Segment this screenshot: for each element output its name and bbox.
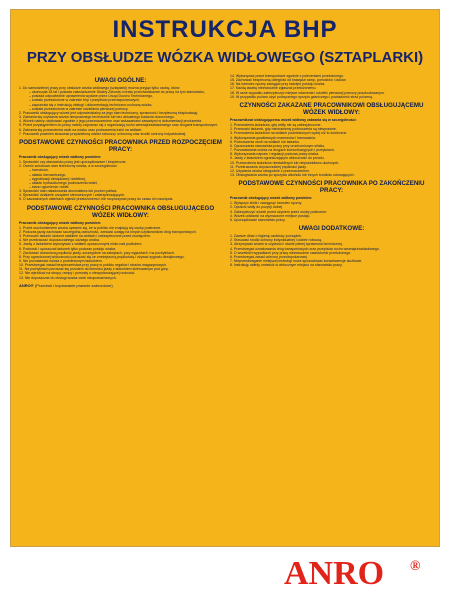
after-work-list [230,201,433,222]
list-item: 8. Wykonywania napraw i regulacji podczas pracy wózka. [230,152,320,157]
list-item: 1. Do samodzielnej pracy przy obsłudze wózka widłowego (sztaplarki) można przyjąć tylko osobę, która: [19,86,181,90]
section-heading: PODSTAWOWE CZYNNOŚCI PRACOWNIKA OBSŁUGUJĄCEGO WÓZEK WIDŁOWY: [26,204,215,219]
list-item: 6. Przestrzegać zasad ochrony przeciwpożarowej. [230,254,308,259]
list-item: – układu hydraulicznego podnoszenia wideł, [29,180,98,185]
list-item: 9. Nie pozostawiać wózka z podniesionym ładunkiem. [19,259,103,263]
section-intro: Pracownikowi obsługującemu wózek widłowy zabrania się w szczególności: [230,117,357,122]
list-item: 3. Przewożenia ładunków na widłach podniesionych wyżej niż to konieczne. [230,131,348,136]
section-intro: Pracownik obsługujący wózek widłowy powinien: [19,154,102,159]
list-item: 6. Podnosić i opuszczać ładunek tylko podczas postoju wózka. [19,246,117,251]
footer-copyright-note: (Przedruk i kopiowanie prawnie zabronione) [34,282,113,288]
list-item: 12. Używania wózka niezgodnie z przeznaczeniem. [230,168,310,173]
list-item: – została przeszkolona w zakresie udzielania pierwszej pomocy. [29,106,129,111]
list-item: – zostało przeszkolone w zakresie bhp i przepisów przeciwpożarowych, [29,98,140,103]
list-item: 16. Na hamulec ręczny zaciągać przy każdym postoju wózka. [230,82,326,87]
section-heading: UWAGI DODATKOWE: [298,225,365,233]
section-heading: UWAGI OGÓLNE: [94,77,147,84]
additional-notes-list [230,234,433,267]
list-item: 3. Zabezpieczyć wózek przed użyciem przez osoby postronne. [230,209,328,214]
list-item: 8. Instrukcję należy umieścić w widocznym miejscu na stanowisku pracy. [230,263,343,268]
list-item: 1. Przewożenia ładunków, gdy widły nie są zabezpieczone. [230,123,322,128]
list-item: 2. Pracownik obsługujący wózek jest odpowiedzialny za jego stan techniczny, sprawność i bezpieczną eksploatację. [19,110,199,115]
list-item: 1. Wyłączyć silnik i zaciągnąć hamulec ręczny. [230,201,303,206]
continued-list [230,74,433,99]
list-item: 5. Przed przystąpieniem do pracy należy zapoznać się z organizacją ruchu wewnątrzzakładowego oraz drogami transportowymi. [19,123,219,128]
section-intro: Pracownik obsługujący wózek widłowy powinien: [230,196,313,201]
list-item: 6. Opuszczania stanowiska pracy przy uruchomionym silniku. [230,143,326,148]
list-item: 12. Nie wjeżdżać na stropy, rampy i pomosty o niewystarczającej nośności. [19,271,136,276]
list-item: 11. Przekraczania dopuszczalnej prędkości jazdy. [230,164,307,169]
logo-text: ANRO [284,555,385,588]
section-heading: PODSTAWOWE CZYNNOŚCI PRACOWNIKA PRZED ROZPOCZĘCIEM PRACY: [19,138,222,153]
list-item: – posiada odpowiednie uprawnienia wydane przez Urząd Dozoru Technicznego, [29,94,154,99]
left-column [19,74,222,542]
list-item: 13. Obsługiwania wózka po spożyciu alkoholu lub innych środków odurzających. [230,172,355,177]
list-item: 9. Jazdy z ładunkiem ograniczającym widoczność do przodu. [230,156,325,161]
list-item: 4. Sprawdzić działanie urządzeń sterowniczych i zabezpieczających. [19,193,126,198]
list-item: 7. Pracownik powinien stosować przydzieloną odzież roboczą i ochronną oraz środki ochrony indywidualnej. [19,131,187,136]
footer-brand: ANRO® [19,282,34,288]
safety-instruction-sign [10,9,440,547]
list-item: 10. Przestrzegać zasad bezpieczeństwa przy pracy w pobliżu regałów i stosów magazynowych. [19,263,168,268]
list-item: 3. Zabrania się używania wózka niesprawnego technicznie lub bez aktualnego badania dozorowego. [19,115,175,120]
list-item: 15. Zachować bezpieczną odległość od krawędzi ramp, pomostów i doków. [230,78,347,83]
list-item: 2. Opuścić widły do pozycji dolnej. [230,205,284,210]
list-item: – sygnalizacji dźwiękowej i świetlnej, [29,176,86,181]
list-item: 11. Na pochylniach poruszać się przodem do kierunku jazdy z ładunkiem skierowanym pod górę. [19,267,169,272]
list-item: 4. Wykonywania gwałtownych manewrów i hamowania. [230,135,316,140]
list-item: 7. Pozostawiania wózka na drogach komunikacyjnych i przejściach. [230,148,335,153]
list-item: 18. W razie wypadku zabezpieczyć miejsce zdarzenia i udzielić pierwszej pomocy poszkodowanym. [230,90,385,95]
right-column [230,74,433,542]
list-item: – stanu ogumienia i wideł. [29,184,70,189]
list-item: 4. Wózek odstawić na wyznaczone miejsce postoju. [230,213,311,218]
list-item: 4. Wózek należy użytkować zgodnie z jego przeznaczeniem oraz wskazaniami zawartymi w dokumentacji producenta. [19,119,203,124]
list-item: 2. Stosować środki ochrony indywidualnej i odzież roboczą. [230,238,323,243]
list-item: 1. Przed uruchomieniem wózka upewnić się, że w pobliżu nie znajdują się osoby postronne. [19,225,162,230]
list-item: 7. Zachować dozwoloną prędkość jazdy, szczególnie na zakrętach, przy wyjazdach i na pochylniach. [19,250,175,255]
list-item: – zapoznała się z instrukcją obsługi i dokumentacją techniczno-ruchową wózka, [29,102,153,107]
list-item: 1. Sprawdzić czy stanowisko pracy jest uporządkowane i bezpieczne. [19,160,127,165]
list-item: 13. Nie dopuszczać do obsługi wózka osób nieupoważnionych. [19,275,117,280]
list-item: 3. Sprawdzić stan naładowania akumulatora lub poziom paliwa. [19,189,118,194]
anro-logo [282,554,432,588]
list-item: 5. Jazdę z ładunkiem wykonywać z widłami opuszczonymi nisko nad podłożem. [19,242,143,247]
sign-title: INSTRUKCJA BHP [112,16,338,43]
registered-mark: ® [410,559,421,574]
list-item: 3. Przewozić ładunki ułożone stabilnie na widłach i zabezpieczone przed zsunięciem. [19,234,151,239]
list-item: 5. Podnoszenia osób na widłach lub ładunku. [230,139,301,144]
general-notes-list [19,86,222,136]
list-item: 14. Wykonywać prace transportowe zgodnie z poleceniami przełożonego. [230,74,344,78]
during-work-list [19,226,222,280]
list-item: 2. Ocenić wzrokowo stan techniczny wózka, a w szczególności: [19,164,118,169]
section-heading: PODSTAWOWE CZYNNOŚCI PRACOWNIKA PO ZAKOŃCZENIU PRACY: [238,180,425,195]
list-item: – ukończyła 18 lat i posiada zaświadczenie Służby Zdrowia o braku przeciwwskazań do pracy na tym stanowisku, [29,90,205,95]
anro-logo-mark [282,554,432,588]
list-item: 7. Nieprzestrzeganie niniejszej instrukcji może spowodować konsekwencje służbowe. [230,259,363,263]
sign-footer [19,284,222,288]
list-item: 17. Każdą awarię niezwłocznie zgłaszać przełożonemu. [230,86,317,91]
list-item: 6. Zabrania się przewożenia osób na wózku oraz podnoszenia ludzi na widłach. [19,127,143,132]
sign-subtitle: PRZY OBSŁUDZE WÓZKA WIDŁOWEGO (SZTAPLARKI) [26,49,424,66]
list-item: 5. O wszelkich wypadkach przy pracy niezwłocznie zawiadomić przełożonego. [230,250,352,255]
list-item: 3. Utrzymywać wózek w czystości i stanie pełnej sprawności technicznej. [230,242,343,247]
list-item: 10. Przewożenia ładunków niestabilnych lub nieprawidłowo ułożonych. [230,160,340,165]
section-intro: Pracownik obsługujący wózek widłowy powinien: [19,220,102,225]
list-item: 1. Zawsze dbać o higienę osobistą i porządek. [230,234,302,239]
list-item: 5. Uporządkować stanowisko pracy. [230,217,286,222]
section-heading: CZYNNOŚCI ZAKAZANE PRACOWNIKOWI OBSŁUGUJĄCEMU WÓZEK WIDŁOWY: [239,101,424,116]
list-item: 5. O zauważonych usterkach zgłosić przełożonemu i nie rozpoczynać pracy do czasu ich usunięcia. [19,197,174,202]
list-item: 2. Przewozić ładunek, gdy mechanizmy podnoszenia są niesprawne. [230,127,337,132]
list-item: 19. W przypadku pożaru użyć podręcznego sprzętu gaśniczego i powiadomić straż pożarną. [230,94,373,99]
list-item: 4. Przestrzegać oznakowania dróg transportowych oraz przepisów ruchu wewnątrzzakładowego. [230,246,380,251]
list-item: 4. Nie przekraczać dopuszczalnego udźwigu wózka. [19,238,100,243]
list-item: – hamulców, [29,168,49,173]
list-item: 2. Podczas jazdy zachować szczególną ostrożność, zwracać uwagę na innych użytkowników dróg transportowych. [19,229,197,234]
list-item: – układu kierowniczego, [29,172,67,177]
before-work-list [19,160,222,202]
list-item: 8. Przy ograniczonej widoczności poruszać się ze zmniejszoną prędkością i używać sygnału dźwiękowego. [19,254,185,259]
prohibited-actions-list [230,123,433,177]
